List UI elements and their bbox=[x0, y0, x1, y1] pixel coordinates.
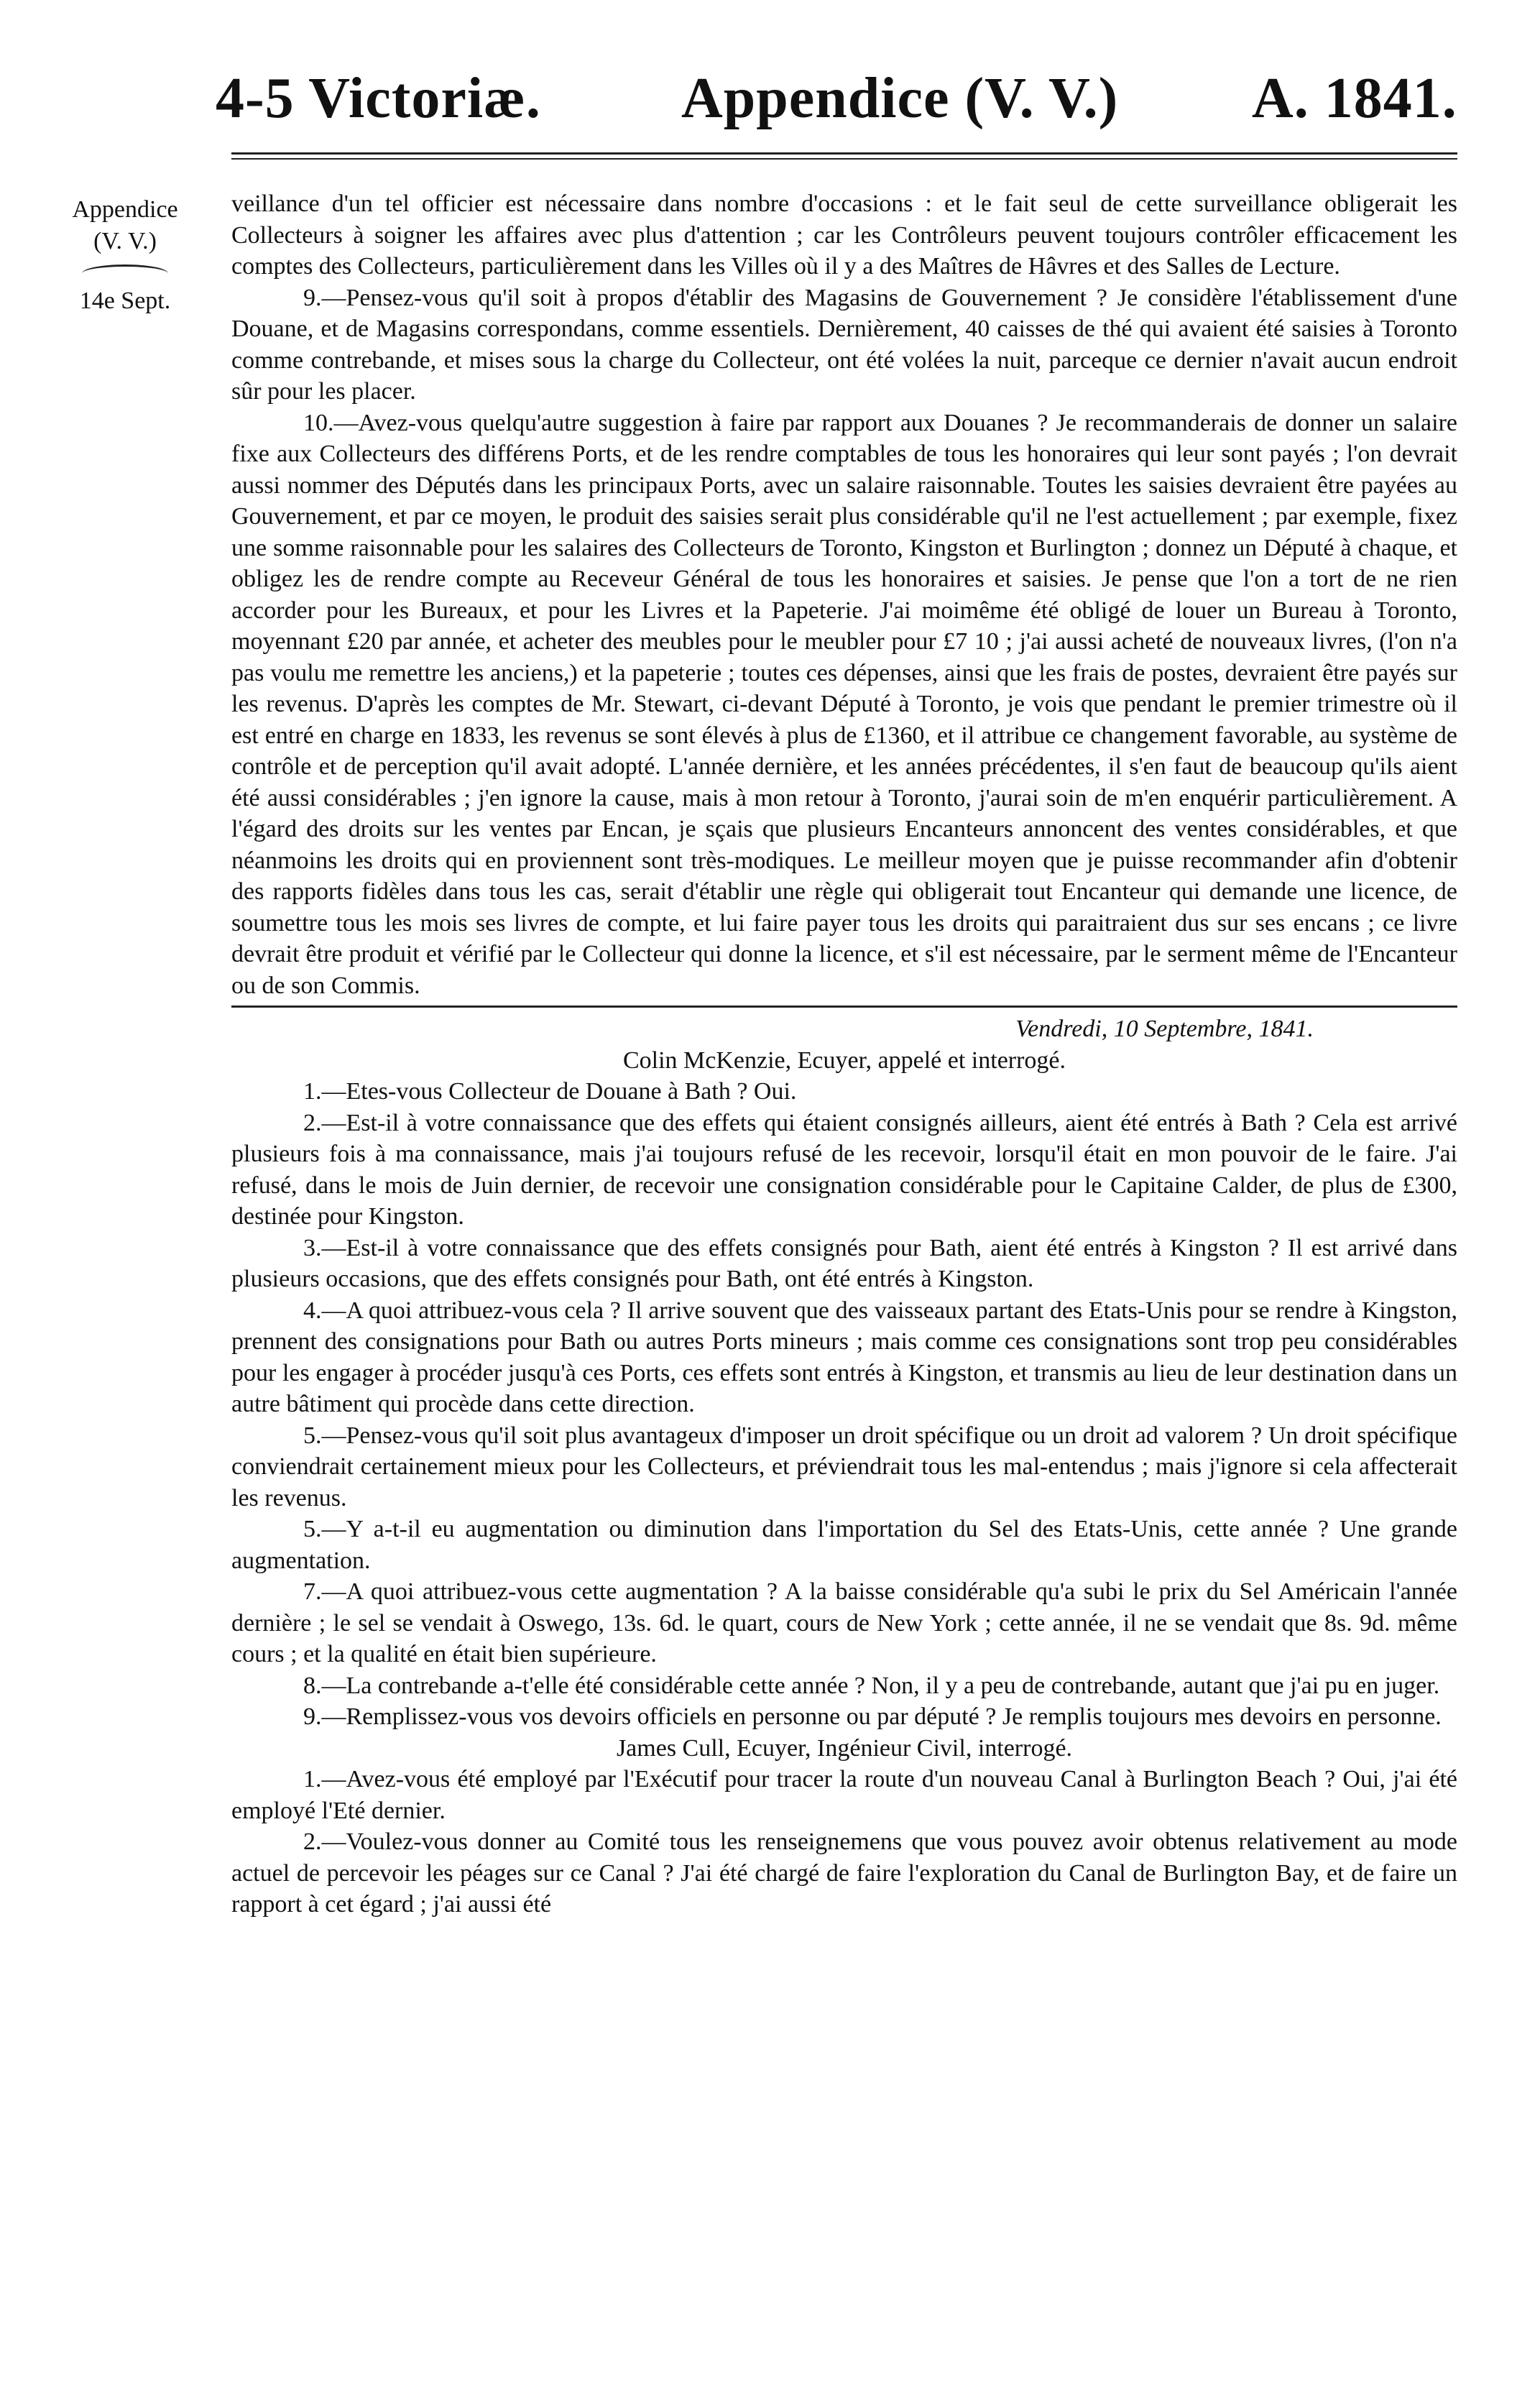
mckenzie-question-8: 8.—La contrebande a-t'elle été considérable cette année ? Non, il y a peu de contrebande, autant que j'ai pu en juger. bbox=[303, 1672, 1440, 1699]
mckenzie-question-4: 4.—A quoi attribuez-vous cela ? Il arrive souvent que des vaisseaux partant des Etats-Unis pour se rendre à Kingston, prennent des consignations pour Bath ou autres Ports mineurs ; mais comme ces consignations sont trop peu considérables pour les engager à procéder jusqu'à ces Ports, ces effets sont entrés à Kingston, et transmis au lieu de leur destination dans un autre bâtiment qui procède dans cette direction. bbox=[231, 1297, 1457, 1417]
mckenzie-question-9: 9.—Remplissez-vous vos devoirs officiels en personne ou par député ? Je remplis toujours mes devoirs en personne. bbox=[303, 1703, 1442, 1730]
question-9: 9.—Pensez-vous qu'il soit à propos d'établir des Magasins de Gouvernement ? Je considère l'établissement d'une Douane, et de Magasins correspondans, comme essentiels. Dernièrement, 40 caisses de thé qui avaient été saisies à Toronto comme contrebande, et mises sous la charge du Collecteur, ont été volées la nuit, parceque ce dernier n'avait aucun endroit sûr pour les placer. bbox=[231, 284, 1457, 405]
mckenzie-question-2: 2.—Est-il à votre connaissance que des effets qui étaient consignés ailleurs, aient été entrés à Bath ? Cela est arrivé plusieurs fois à ma connaissance, mais j'ai toujours refusé de les recevoir, lorsqu'il était en mon pouvoir de le faire. J'ai refusé, dans le mois de Juin dernier, de recevoir une consignation considérable pour le Capitaine Calder, de plus de £300, destinée pour Kingston. bbox=[231, 1109, 1457, 1230]
margin-note bbox=[46, 194, 204, 317]
cull-question-1: 1.—Avez-vous été employé par l'Exécutif pour tracer la route d'un nouveau Canal à Burlington Beach ? Oui, j'ai été employé l'Eté dernier. bbox=[231, 1766, 1457, 1824]
page-body bbox=[231, 188, 1457, 1920]
margin-appendice: Appendice bbox=[72, 196, 178, 223]
margin-date: 14e Sept. bbox=[79, 287, 171, 314]
session-date: Vendredi, 10 Septembre, 1841. bbox=[1015, 1016, 1314, 1042]
margin-brace bbox=[82, 264, 168, 282]
witness-heading-mckenzie: Colin McKenzie, Ecuyer, appelé et interrogé. bbox=[622, 1046, 1066, 1074]
paragraph-intro: veillance d'un tel officier est nécessaire dans nombre d'occasions : et le fait seul de cette surveillance obligerait les Collecteurs à soigner les affaires avec plus d'attention ; car les Contrôleurs peuvent toujours contrôler efficacement les comptes des Collecteurs, particulièrement dans les Villes où il y a des Maîtres de Hâvres et des Salles de Lecture. bbox=[231, 190, 1457, 280]
cull-question-2: 2.—Voulez-vous donner au Comité tous les renseignemens que vous pouvez avoir obtenus relativement au mode actuel de percevoir les péages sur ce Canal ? J'ai été chargé de faire l'exploration du Canal de Burlington Bay, et de faire un rapport à cet égard ; j'ai aussi été bbox=[231, 1828, 1457, 1918]
header-rule bbox=[231, 152, 1457, 155]
mckenzie-question-1: 1.—Etes-vous Collecteur de Douane à Bath ? Oui. bbox=[303, 1078, 797, 1105]
margin-vv: (V. V.) bbox=[93, 228, 157, 254]
running-header bbox=[0, 66, 1540, 145]
header-year: A. 1841. bbox=[1252, 67, 1457, 130]
header-session: 4-5 Victoriæ. bbox=[216, 67, 541, 130]
mckenzie-question-6: 5.—Y a-t-il eu augmentation ou diminution dans l'importation du Sel des Etats-Unis, cette année ? Une grande augmentation. bbox=[231, 1516, 1457, 1574]
header-rule-thin bbox=[231, 158, 1457, 160]
question-10: 10.—Avez-vous quelqu'autre suggestion à faire par rapport aux Douanes ? Je recommanderais de donner un salaire fixe aux Collecteurs des différens Ports, et de les rendre comptables de tous les honoraires qui leur sont payés ; l'on devrait aussi nommer des Députés dans les principaux Ports, avec un salaire raisonnable. Toutes les saisies devraient être payées au Gouvernement, et par ce moyen, le produit des saisies serait plus considérable qu'il ne l'est actuellement ; par exemple, fixez une somme raisonnable pour les salaires des Collecteurs de Toronto, Kingston et Burlington ; donnez un Député à chaque, et obligez les de rendre compte au Receveur Général de tous les honoraires et saisies. Je pense que l'on a tort de ne rien accorder pour les Bureaux, et pour les Livres et la Papeterie. J'ai moimême été obligé de louer un Bureau à Toronto, moyennant £20 par année, et acheter des meubles pour le meubler pour £7 10 ; j'ai aussi acheté de nouveaux livres, (l'on n'a pas voulu me remettre les anciens,) et la papeterie ; toutes ces dépenses, ainsi que les frais de postes, devraient être payés sur les revenus. D'après les comptes de Mr. Stewart, ci-devant Député à Toronto, je vois que pendant le premier trimestre où il est entré en charge en 1833, les revenus se sont élevés à plus de £1360, et il attribue ce changement favorable, au système de contrôle et de perception qu'il avait adopté. L'année dernière, et les années précédentes, il s'en faut de beaucoup qu'ils aient été aussi considérables ; j'en ignore la cause, mais à mon retour à Toronto, j'aurai soin de m'en enquérir particulièrement. A l'égard des droits sur les ventes par Encan, je sçais que plusieurs Encanteurs annoncent des ventes considérables, et que néanmoins les droits qui en proviennent sont très-modiques. Le meilleur moyen que je puisse recommander afin d'obtenir des rapports fidèles dans tous les cas, serait d'établir une règle qui obligerait tout Encanteur qui demande une licence, de soumettre tous les mois ses livres de compte, et lui faire payer tous les droits qui paraitraient dus sur ses encans ; ce livre devrait être produit et vérifié par le Collecteur qui donne la licence, et s'il est nécessaire, par le serment même de l'Encanteur ou de son Commis. bbox=[231, 409, 1457, 999]
section-rule bbox=[231, 1005, 1457, 1008]
mckenzie-question-5: 5.—Pensez-vous qu'il soit plus avantageux d'imposer un droit spécifique ou un droit ad valorem ? Un droit spécifique conviendrait certainement mieux pour les Collecteurs, et préviendrait tous les mal-entendus ; mais j'ignore si cela affecterait les revenus. bbox=[231, 1422, 1457, 1511]
mckenzie-question-3: 3.—Est-il à votre connaissance que des effets consignés pour Bath, aient été entrés à Kingston ? Il est arrivé dans plusieurs occasions, que des effets consignés pour Bath, ont été entrés à Kingston. bbox=[231, 1234, 1457, 1292]
header-appendix: Appendice (V. V.) bbox=[681, 67, 1119, 130]
mckenzie-question-7: 7.—A quoi attribuez-vous cette augmentation ? A la baisse considérable qu'a subi le prix du Sel Américain l'année dernière ; le sel se vendait à Oswego, 13s. 6d. le quart, cours de New York ; cette année, il ne se vendait que 8s. 9d. même cours ; et la qualité en était bien supérieure. bbox=[231, 1578, 1457, 1667]
witness-heading-cull: James Cull, Ecuyer, Ingénieur Civil, interrogé. bbox=[616, 1734, 1073, 1762]
